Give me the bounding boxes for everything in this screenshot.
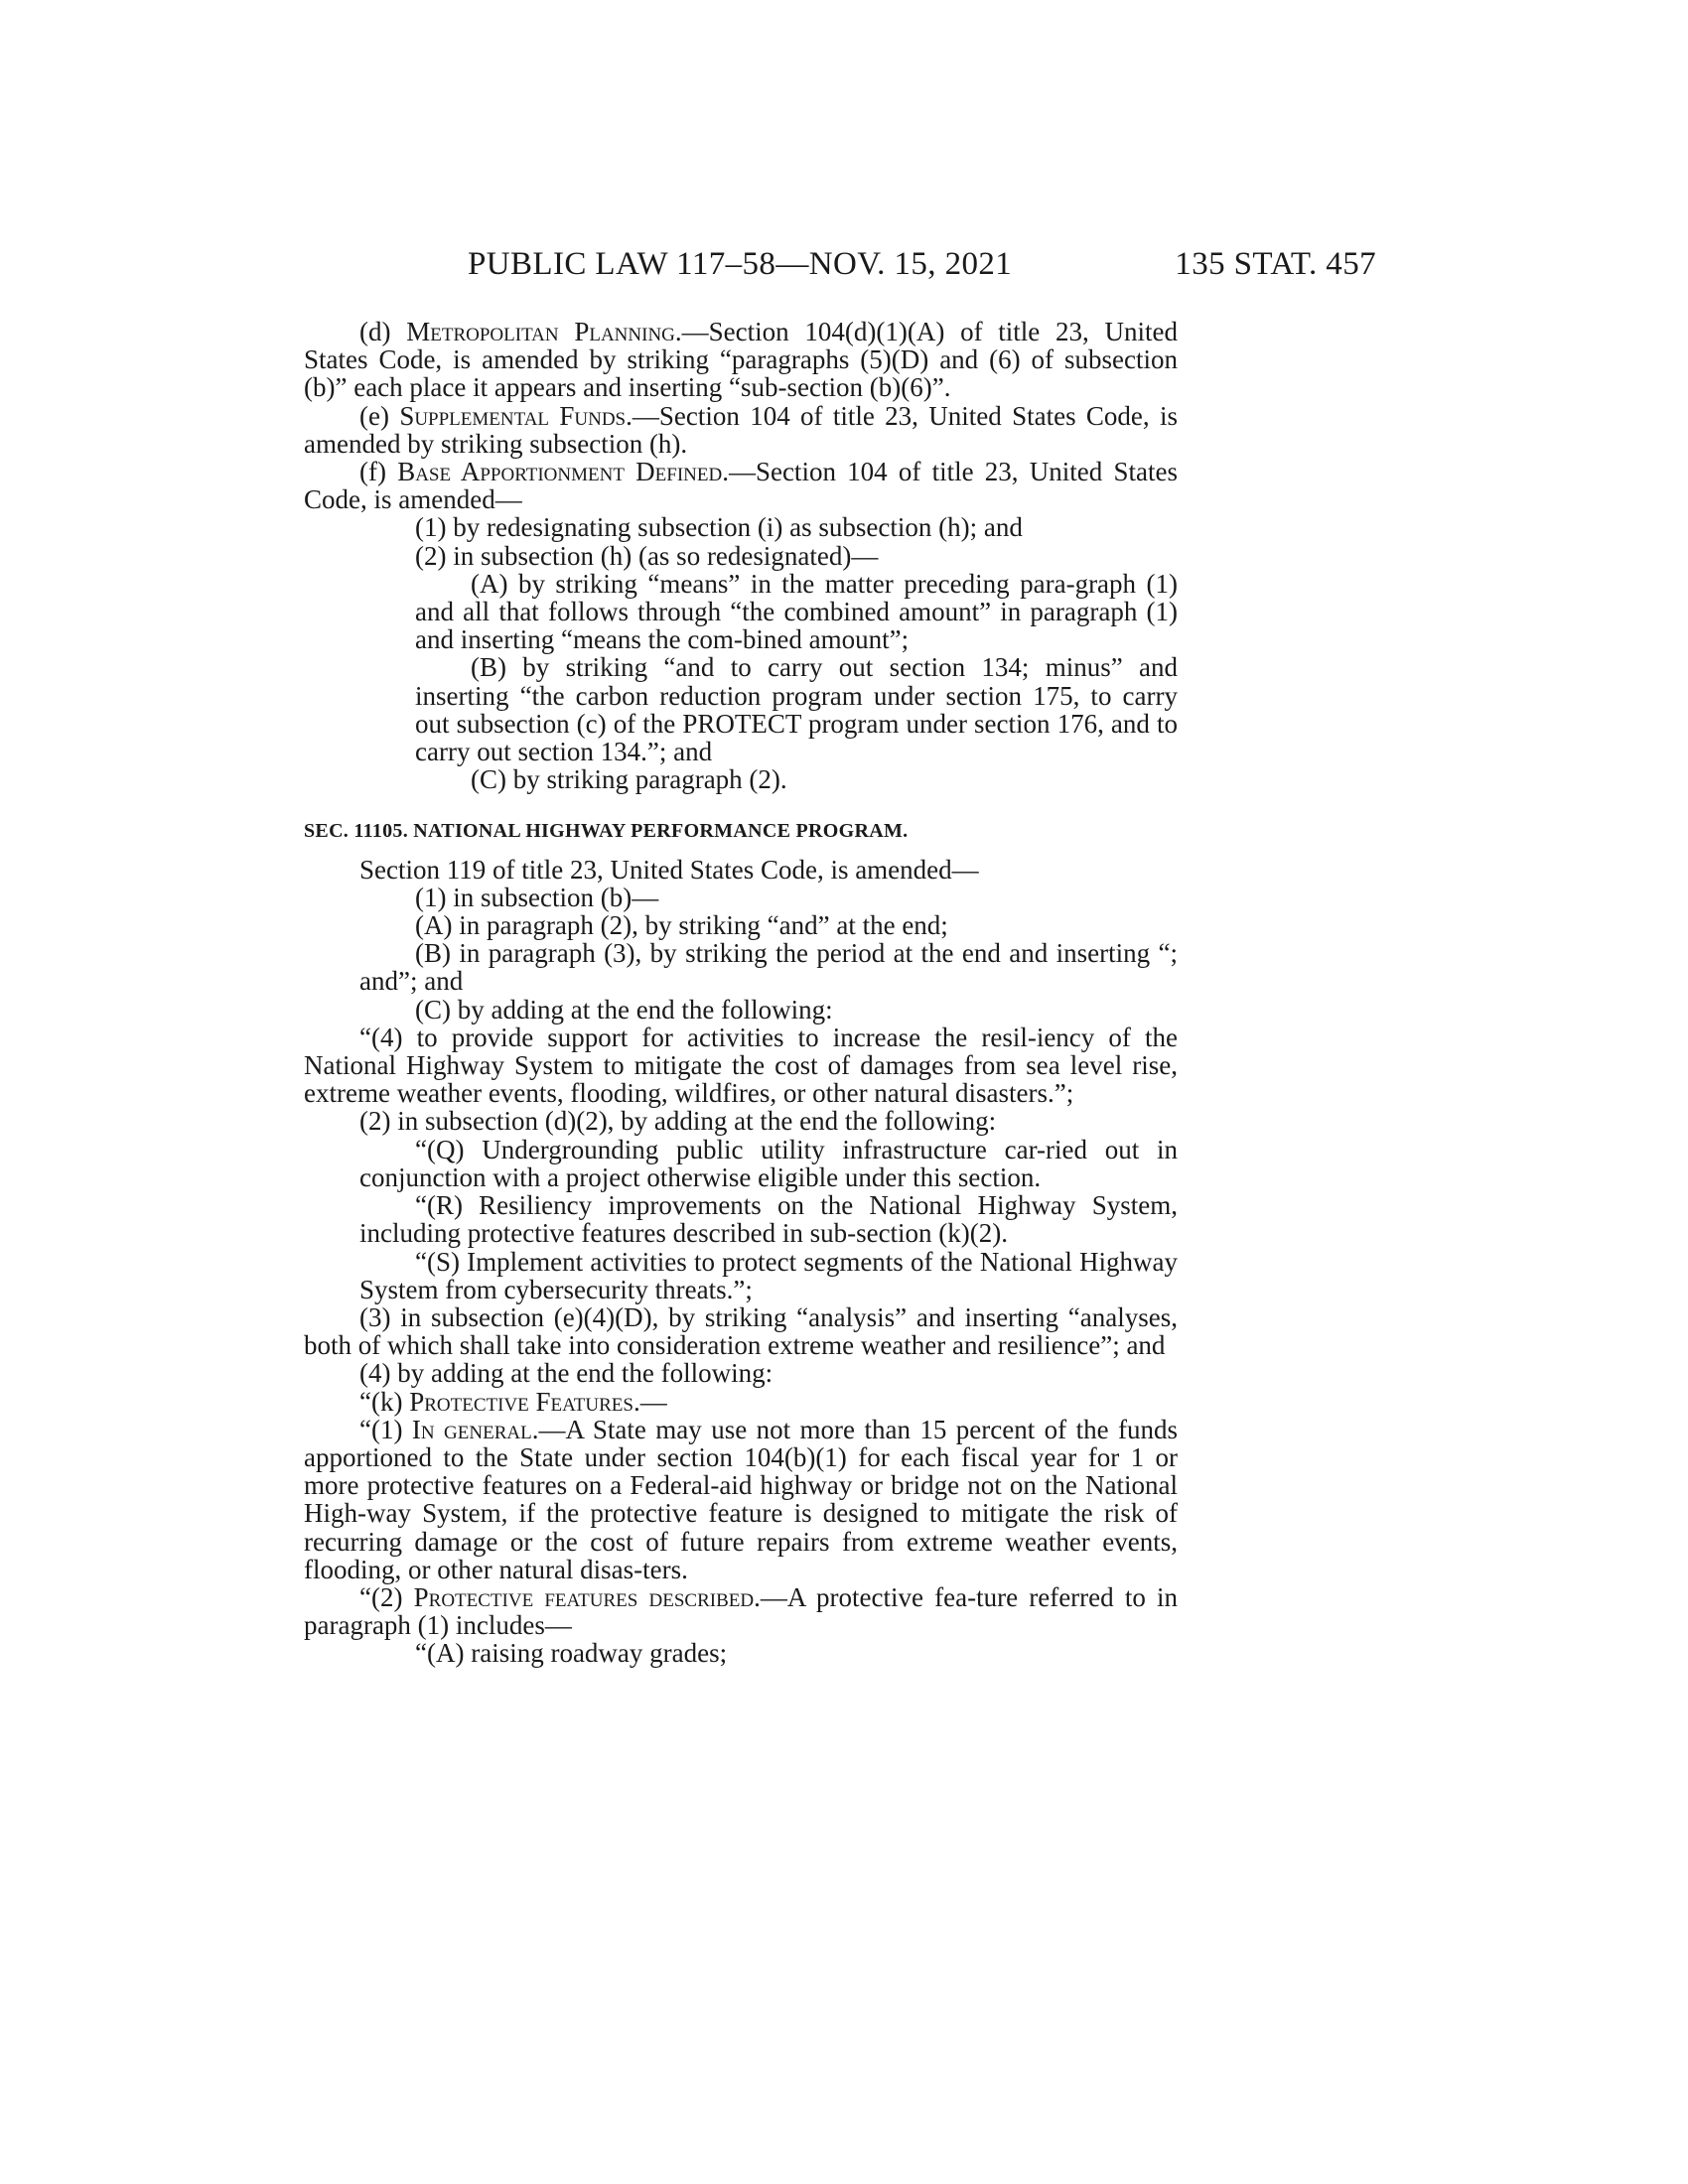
paragraph-f-2-A: (A) by striking “means” in the matter preceding para-graph (1) and all that follows through “the combined amount” in paragraph (1) and inserting “means the com-bined amount”; — [415, 568, 1178, 655]
paragraph-caption: In general — [411, 1414, 532, 1444]
paragraph-label: (d) — [359, 317, 407, 346]
item-1: (1) in subsection (b)— — [415, 882, 659, 912]
paragraph-text: .—Section 104 of title 23, United States Code, is amended— — [304, 457, 1178, 515]
quoted-paragraph-k-1 — [304, 1416, 1178, 1583]
item-4: (4) by adding at the end the following: — [359, 1358, 774, 1389]
paragraph-f — [304, 458, 1178, 513]
quoted-paragraph-k-2 — [304, 1583, 1178, 1639]
paragraph-caption: Metropolitan Planning — [406, 317, 675, 346]
paragraph-caption: Supplemental Funds — [399, 400, 627, 431]
item-1-C: (C) by adding at the end the following: — [415, 994, 833, 1024]
paragraph-label: “(1) — [359, 1414, 412, 1444]
quoted-item-R: “(R) Resiliency improvements on the National Highway System, including protective features described in sub-section (k)(2). — [359, 1190, 1178, 1249]
stat-page-number: 135 STAT. 457 — [1175, 246, 1376, 282]
paragraph-f-2: (2) in subsection (h) (as so redesignated)— — [415, 540, 879, 571]
paragraph-text: .— — [633, 1386, 667, 1417]
running-header — [304, 246, 1376, 290]
paragraph-text: .—Section 104 of title 23, United States Code, is amended by striking subsection (h). — [304, 400, 1179, 459]
paragraph-f-2-C: (C) by striking paragraph (2). — [471, 764, 787, 795]
law-title: PUBLIC LAW 117–58—NOV. 15, 2021 — [468, 246, 1013, 282]
paragraph-caption: Protective features described — [413, 1581, 755, 1612]
document-body — [304, 318, 1178, 1668]
paragraph-caption: Base Apportionment Defined — [397, 457, 723, 487]
section-heading: SEC. 11105. NATIONAL HIGHWAY PERFORMANCE PROGRAM. — [304, 820, 909, 843]
quoted-item-k-2-A: “(A) raising roadway grades; — [415, 1638, 728, 1669]
paragraph-d — [304, 318, 1178, 402]
item-3: (3) in subsection (e)(4)(D), by striking “analysis” and inserting “analyses, both of which shall take into consideration extreme weather and resilience”; and — [304, 1301, 1178, 1361]
section-intro: Section 119 of title 23, United States Code, is amended— — [359, 854, 979, 885]
quoted-subsection-k — [304, 1388, 1178, 1416]
paragraph-caption: Protective Features — [409, 1386, 633, 1417]
quoted-item-Q: “(Q) Undergrounding public utility infrastructure car-ried out in conjunction with a project otherwise eligible under this section. — [359, 1134, 1178, 1192]
item-1-B: (B) in paragraph (3), by striking the period at the end and inserting “; and”; and — [359, 938, 1178, 997]
item-1-A: (A) in paragraph (2), by striking “and” at the end; — [415, 910, 948, 941]
paragraph-text: .—A protective fea-ture referred to in paragraph (1) includes— — [304, 1581, 1178, 1641]
paragraph-f-2-B: (B) by striking “and to carry out section 134; minus” and inserting “the carbon reduction program under section 175, to carry out subsection (c) of the PROTECT program under section 176, and to carry out section 134.”; and — [415, 652, 1178, 767]
paragraph-text: .—Section 104(d)(1)(A) of title 23, United States Code, is amended by striking “paragraphs (5)(D) and (6) of subsection (b)” each place it appears and inserting “sub-section (b)(6)”. — [304, 317, 1179, 403]
paragraph-label: “(2) — [359, 1581, 414, 1612]
paragraph-text: .—A State may use not more than 15 percent of the funds apportioned to the State under section 104(b)(1) for each fiscal year for 1 or more protective features on a Federal-aid highway or bridge not on the National High-way System, if the protective feature is designed to mitigate the risk of recurring damage or the cost of future repairs from extreme weather events, flooding, or other natural disas-ters. — [304, 1414, 1179, 1584]
paragraph-label: (e) — [359, 400, 400, 431]
item-2: (2) in subsection (d)(2), by adding at the end the following: — [359, 1106, 997, 1137]
paragraph-label: “(k) — [359, 1386, 410, 1417]
quoted-paragraph-4: “(4) to provide support for activities to increase the resil-iency of the National Highway System to mitigate the cost of damages from sea level rise, extreme weather events, flooding, wildfires, or other natural disasters.”; — [304, 1022, 1178, 1109]
quoted-item-S: “(S) Implement activities to protect segments of the National Highway System from cybersecurity threats.”; — [359, 1246, 1178, 1304]
paragraph-f-1: (1) by redesignating subsection (i) as subsection (h); and — [415, 512, 1023, 543]
paragraph-e — [304, 402, 1178, 458]
paragraph-label: (f) — [359, 457, 398, 487]
